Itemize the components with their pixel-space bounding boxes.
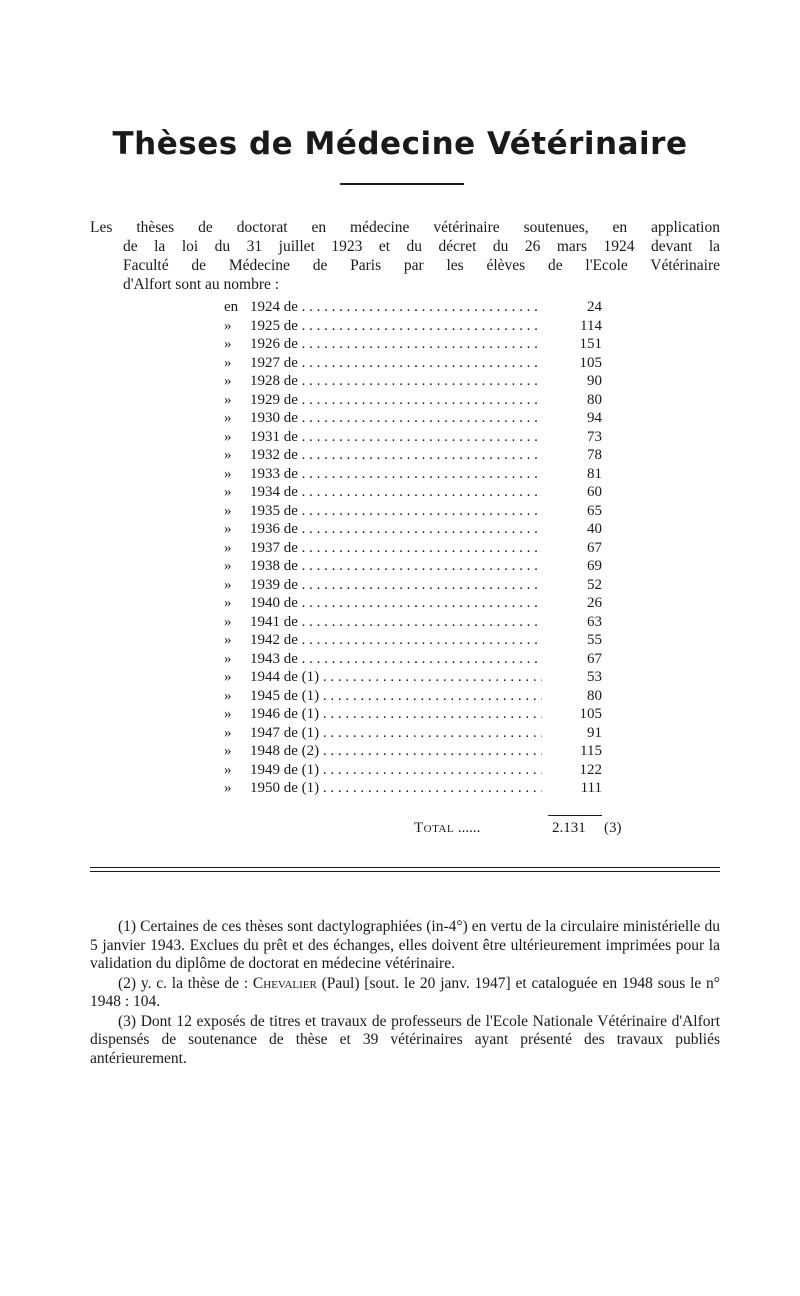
row-mark: »	[224, 502, 232, 519]
row-label: 1925 de . . .	[250, 317, 542, 336]
row-mark: »	[224, 558, 232, 574]
row-mark: en	[224, 299, 239, 315]
row-count: 73	[587, 428, 602, 445]
footnote-1: (1) Certaines de ces thèses sont dactylographiées (in-4°) en vertu de la circulaire ministérielle du 5 janvier 1943. Exclues du prêt et des échanges, elles doivent être ultérieurement imprimées pour la validation du diplôme de doctorat en médecine vétérinaire.	[90, 918, 720, 972]
row-label: 1932 de . . .	[250, 446, 542, 465]
row-label: 1948 de (2) . . .	[250, 742, 542, 761]
row-mark: »	[224, 632, 232, 648]
list-item	[224, 372, 604, 391]
row-mark: »	[224, 761, 232, 778]
footnote-2-end: (Paul) [sout. le 20 janv. 1947] et cataloguée en 1948 sous le n° 1948 : 104.	[90, 974, 720, 1010]
footnote-3: (3) Dont 12 exposés de titres et travaux de professeurs de l'Ecole Nationale Vétérinaire d'Alfort dispensés de soutenance de thèse et 39 vétérinaires ayant présenté des travaux publiés antérieurement.	[90, 1012, 720, 1067]
row-mark: »	[224, 391, 232, 408]
row-label: 1937 de . . .	[250, 539, 542, 558]
list-item	[224, 631, 604, 650]
list-item	[224, 483, 604, 502]
list-item	[224, 520, 604, 539]
row-label: 1929 de . . .	[250, 391, 542, 410]
list-item	[224, 539, 604, 558]
list-item	[224, 687, 604, 706]
list-item	[224, 557, 604, 576]
row-mark: »	[224, 465, 232, 482]
row-count: 91	[587, 724, 602, 741]
row-mark: »	[224, 428, 232, 445]
row-label: 1938 de . . .	[250, 557, 542, 576]
list-item	[224, 742, 604, 761]
total-rule	[548, 815, 602, 816]
total-label: Total	[414, 820, 455, 836]
list-item	[224, 446, 604, 465]
row-mark: »	[224, 780, 232, 796]
list-item	[224, 724, 604, 743]
row-count: 114	[580, 317, 602, 334]
row-label: 1931 de . . .	[250, 428, 542, 447]
row-label: 1942 de . . .	[250, 631, 542, 650]
row-mark: »	[224, 743, 232, 759]
row-count: 52	[587, 576, 602, 593]
row-label: 1933 de . . .	[250, 465, 542, 484]
row-count: 80	[587, 391, 602, 408]
row-mark: »	[224, 539, 232, 556]
row-count: 67	[587, 650, 602, 667]
list-item	[224, 594, 604, 613]
row-count: 60	[587, 484, 602, 500]
row-mark: »	[224, 650, 232, 667]
row-label: 1939 de . . .	[250, 576, 542, 595]
row-label: 1940 de . . .	[250, 594, 542, 613]
row-mark: »	[224, 354, 232, 371]
footnote-2	[90, 975, 720, 1012]
row-count: 94	[587, 410, 602, 426]
list-item	[224, 298, 604, 317]
row-label: 1927 de . . .	[250, 354, 542, 373]
list-item	[224, 391, 604, 410]
row-mark: »	[224, 410, 232, 426]
row-count: 105	[579, 354, 602, 371]
intro-line-3: Faculté de Médecine de Paris par les élèves de l'Ecole Vétérinaire	[123, 257, 720, 274]
row-count: 26	[587, 595, 602, 611]
row-count: 105	[579, 706, 602, 722]
row-label: 1950 de (1) . . .	[250, 779, 542, 798]
separator-rule-thin	[90, 871, 720, 872]
row-count: 67	[587, 539, 602, 556]
row-label: 1944 de (1) . . .	[250, 668, 542, 687]
row-label: 1928 de . . .	[250, 372, 542, 391]
row-count: 90	[587, 373, 602, 389]
row-mark: »	[224, 447, 232, 463]
row-label: 1936 de . . .	[250, 520, 542, 539]
list-item	[224, 409, 604, 428]
row-mark: »	[224, 687, 232, 704]
footnotes	[90, 918, 720, 1069]
list-item	[224, 335, 604, 354]
list-item	[224, 354, 604, 373]
row-count: 69	[587, 558, 602, 574]
list-item	[224, 761, 604, 780]
row-mark: »	[224, 521, 232, 537]
row-count: 151	[579, 336, 602, 352]
list-item	[224, 779, 604, 798]
intro-paragraph	[90, 218, 720, 294]
total-dots: ......	[457, 820, 481, 836]
row-label: 1945 de (1) . . .	[250, 687, 542, 706]
row-count: 81	[587, 465, 602, 482]
row-count: 63	[587, 613, 602, 630]
row-label: 1946 de (1) . . .	[250, 705, 542, 724]
total-note: (3)	[604, 820, 622, 836]
total-value: 2.131	[552, 820, 586, 836]
row-label: 1949 de (1) . . .	[250, 761, 542, 780]
row-label: 1924 de . . .	[250, 298, 542, 317]
row-count: 111	[580, 780, 602, 796]
row-mark: »	[224, 373, 232, 389]
row-mark: »	[224, 595, 232, 611]
footnote-2-author: Chevalier	[252, 974, 317, 992]
yearly-count-list	[224, 298, 604, 798]
row-label: 1935 de . . .	[250, 502, 542, 521]
row-count: 78	[587, 447, 602, 463]
intro-line-4: d'Alfort sont au nombre :	[123, 276, 280, 293]
row-count: 53	[587, 669, 602, 685]
row-mark: »	[224, 576, 232, 593]
row-mark: »	[224, 613, 232, 630]
list-item	[224, 613, 604, 632]
title-underline	[340, 183, 464, 185]
row-count: 122	[579, 761, 602, 778]
list-item	[224, 576, 604, 595]
row-label: 1926 de . . .	[250, 335, 542, 354]
row-count: 115	[580, 743, 602, 759]
row-label: 1930 de . . .	[250, 409, 542, 428]
row-mark: »	[224, 724, 232, 741]
row-mark: »	[224, 317, 232, 334]
separator-rule	[90, 867, 720, 868]
row-count: 55	[587, 632, 602, 648]
row-count: 65	[587, 502, 602, 519]
intro-line-2: de la loi du 31 juillet 1923 et du décret du 26 mars 1924 devant la	[123, 238, 720, 255]
row-mark: »	[224, 484, 232, 500]
row-mark: »	[224, 336, 232, 352]
row-count: 80	[587, 687, 602, 704]
footnote-2-start: (2) y. c. la thèse de :	[118, 974, 253, 992]
list-item	[224, 705, 604, 724]
list-item	[224, 317, 604, 336]
row-count: 40	[587, 521, 602, 537]
total-row	[414, 820, 634, 837]
row-mark: »	[224, 669, 232, 685]
row-label: 1941 de . . .	[250, 613, 542, 632]
row-count: 24	[587, 299, 602, 315]
list-item	[224, 465, 604, 484]
intro-line-1: Les thèses de doctorat en médecine vétérinaire soutenues, en application	[90, 219, 720, 236]
row-mark: »	[224, 706, 232, 722]
list-item	[224, 668, 604, 687]
row-label: 1934 de . . .	[250, 483, 542, 502]
row-label: 1943 de . . .	[250, 650, 542, 669]
list-item	[224, 502, 604, 521]
list-item	[224, 650, 604, 669]
list-item	[224, 428, 604, 447]
page-title: Thèses de Médecine Vétérinaire	[112, 126, 688, 162]
row-label: 1947 de (1) . . .	[250, 724, 542, 743]
